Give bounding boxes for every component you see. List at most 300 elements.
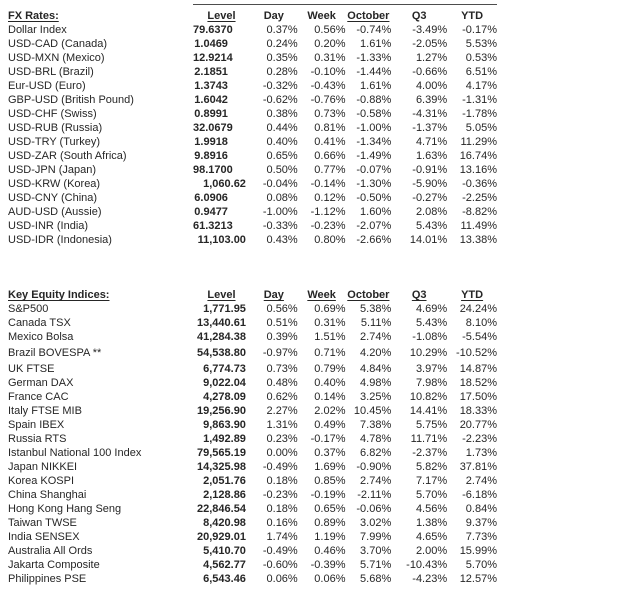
day-cell: 0.73% (266, 363, 298, 375)
week-cell: -0.10% (310, 66, 346, 78)
row-label: Jakarta Composite (8, 559, 100, 571)
q3-cell: -4.23% (412, 573, 448, 585)
october-cell: 5.71% (360, 559, 392, 571)
week-cell: 0.77% (314, 164, 346, 176)
table-row (8, 219, 497, 233)
week-cell: 0.81% (314, 122, 346, 134)
row-label: Dollar Index (8, 24, 67, 36)
ytd-cell: 0.84% (465, 503, 497, 515)
week-cell: 0.41% (314, 136, 346, 148)
level-cell: 14,325.98 (197, 461, 246, 473)
table-row (8, 233, 497, 247)
column-header-q3: Q3 (411, 289, 427, 301)
october-cell: -0.50% (356, 192, 392, 204)
ytd-cell: 15.99% (459, 545, 497, 557)
q3-cell: -0.27% (412, 192, 448, 204)
ytd-cell: 11.49% (460, 220, 497, 232)
october-cell: 5.68% (360, 573, 392, 585)
ytd-cell: 0.53% (465, 52, 497, 64)
day-cell: 0.44% (266, 122, 298, 134)
ytd-cell: 16.74% (459, 150, 497, 162)
ytd-cell: -5.54% (462, 331, 497, 343)
row-label: USD-RUB (Russia) (8, 122, 103, 134)
column-header-day: Day (250, 5, 298, 24)
table-row (8, 344, 497, 360)
table-row (8, 446, 497, 460)
ytd-cell: -2.23% (462, 433, 497, 445)
row-label: GBP-USD (British Pound) (8, 94, 134, 106)
q3-cell: 1.27% (415, 52, 448, 64)
level-cell: 41,284.38 (197, 331, 246, 343)
table-row (8, 316, 497, 330)
day-cell: 0.28% (266, 66, 298, 78)
week-cell: 0.12% (314, 192, 346, 204)
table-row (8, 135, 497, 149)
week-cell: -0.23% (310, 220, 346, 232)
day-cell: 0.24% (266, 38, 298, 50)
row-label: USD-KRW (Korea) (8, 178, 101, 190)
row-label: Canada TSX (8, 317, 71, 329)
day-cell: 0.16% (266, 517, 298, 529)
table-row (8, 149, 497, 163)
level-cell: 2,128.86 (203, 489, 246, 501)
level-cell: 1.6042 (194, 94, 228, 106)
ytd-cell: 5.70% (465, 559, 497, 571)
level-cell: 19,256.90 (197, 405, 246, 417)
q3-cell: -0.66% (412, 66, 448, 78)
day-cell: 0.38% (266, 108, 298, 120)
table-row (8, 460, 497, 474)
level-cell: 54,538.80 (197, 347, 246, 359)
row-label: Italy FTSE MIB (8, 405, 82, 417)
level-cell: 1.0469 (194, 38, 228, 50)
q3-cell: 7.98% (415, 377, 448, 389)
column-header-october: October (347, 289, 390, 301)
table-row (8, 79, 497, 93)
october-cell: 4.98% (360, 377, 392, 389)
row-label: USD-JPN (Japan) (8, 164, 97, 176)
day-cell: 0.18% (266, 503, 298, 515)
table-row (8, 418, 497, 432)
row-label: Japan NIKKEI (8, 461, 78, 473)
ytd-cell: 7.73% (465, 531, 497, 543)
q3-cell: -10.43% (406, 559, 448, 571)
row-label: China Shanghai (8, 489, 87, 501)
day-cell: 0.62% (266, 391, 298, 403)
level-cell: 0.9477 (194, 206, 228, 218)
october-cell: 4.84% (360, 363, 392, 375)
q3-cell: 3.97% (415, 363, 448, 375)
q3-cell: -5.90% (412, 178, 448, 190)
column-header-october: October (346, 5, 392, 24)
ytd-cell: 17.50% (459, 391, 497, 403)
row-label: Brazil BOVESPA ** (8, 347, 102, 359)
level-cell: 1,492.89 (203, 433, 246, 445)
week-cell: 0.65% (314, 503, 346, 515)
table-row (8, 376, 497, 390)
q3-cell: -4.31% (412, 108, 448, 120)
october-cell: 6.82% (360, 447, 392, 459)
table-row (8, 163, 497, 177)
q3-cell: 5.82% (415, 461, 448, 473)
column-header-level: Level (193, 5, 250, 24)
week-cell: 0.31% (314, 52, 346, 64)
ytd-cell: 2.74% (465, 475, 497, 487)
row-label: USD-CNY (China) (8, 192, 98, 204)
ytd-cell: 13.16% (459, 164, 497, 176)
q3-cell: 10.82% (409, 391, 448, 403)
level-cell: 2,051.76 (203, 475, 246, 487)
day-cell: 0.51% (266, 317, 298, 329)
day-cell: -0.62% (262, 94, 298, 106)
october-cell: 1.61% (360, 80, 392, 92)
q3-cell: 5.43% (415, 317, 448, 329)
week-cell: 0.37% (314, 447, 346, 459)
table-row (8, 558, 497, 572)
table-row (8, 23, 497, 37)
day-cell: 0.37% (266, 24, 298, 36)
day-cell: -0.23% (262, 489, 298, 501)
october-cell: -1.34% (356, 136, 392, 148)
week-cell: 0.66% (314, 150, 346, 162)
row-label: USD-CAD (Canada) (8, 38, 108, 50)
q3-cell: 10.29% (409, 347, 448, 359)
october-cell: -0.74% (356, 24, 392, 36)
q3-cell: 5.75% (415, 419, 448, 431)
ytd-cell: 11.29% (460, 136, 497, 148)
october-cell: -1.49% (356, 150, 392, 162)
week-cell: 0.46% (314, 545, 346, 557)
q3-cell: 4.56% (415, 503, 448, 515)
day-cell: -0.32% (262, 80, 298, 92)
day-cell: 1.74% (266, 531, 298, 543)
week-cell: 1.69% (314, 461, 346, 473)
table-row (8, 93, 497, 107)
level-cell: 4,278.09 (203, 391, 246, 403)
level-cell: 5,410.70 (203, 545, 246, 557)
week-cell: 1.51% (314, 331, 346, 343)
table-row (8, 502, 497, 516)
day-cell: 0.56% (266, 303, 298, 315)
week-cell: -0.14% (310, 178, 346, 190)
q3-cell: 2.00% (415, 545, 448, 557)
level-cell: 98.1700 (193, 164, 233, 176)
row-label: India SENSEX (8, 531, 80, 543)
row-label: S&P500 (8, 303, 49, 315)
header-row (8, 284, 497, 302)
q3-cell: 2.08% (415, 206, 448, 218)
ytd-cell: 9.37% (465, 517, 497, 529)
table-row (8, 191, 497, 205)
october-cell: -1.00% (356, 122, 392, 134)
q3-cell: -1.37% (412, 122, 448, 134)
week-cell: 0.73% (314, 108, 346, 120)
ytd-cell: 18.33% (459, 405, 497, 417)
week-cell: -0.76% (310, 94, 346, 106)
week-cell: 0.06% (314, 573, 346, 585)
equity-table-title: Key Equity Indices: (8, 289, 110, 301)
week-cell: 0.56% (314, 24, 346, 36)
ytd-cell: -8.82% (462, 206, 497, 218)
q3-cell: -0.91% (412, 164, 448, 176)
column-header-day: Day (263, 289, 284, 301)
row-label: AUD-USD (Aussie) (8, 206, 102, 218)
week-cell: 0.89% (314, 517, 346, 529)
ytd-cell: -2.25% (462, 192, 497, 204)
q3-cell: 4.00% (415, 80, 448, 92)
row-label: Australia All Ords (8, 545, 93, 557)
row-label: Hong Kong Hang Seng (8, 503, 122, 515)
day-cell: 0.23% (266, 433, 298, 445)
ytd-cell: 20.77% (459, 419, 497, 431)
q3-cell: -3.49% (412, 24, 448, 36)
q3-cell: -2.05% (412, 38, 448, 50)
q3-cell: 7.17% (415, 475, 448, 487)
row-label: USD-MXN (Mexico) (8, 52, 105, 64)
day-cell: -0.49% (262, 461, 298, 473)
ytd-cell: 12.57% (459, 573, 497, 585)
level-cell: 1.9918 (194, 136, 228, 148)
table-row (8, 65, 497, 79)
level-cell: 6,543.46 (203, 573, 246, 585)
october-cell: -1.33% (356, 52, 392, 64)
week-cell: 0.40% (314, 377, 346, 389)
column-header-ytd: YTD (447, 5, 497, 24)
table-row (8, 474, 497, 488)
october-cell: -0.07% (356, 164, 392, 176)
day-cell: 0.00% (266, 447, 298, 459)
week-cell: -0.43% (310, 80, 346, 92)
week-cell: 0.85% (314, 475, 346, 487)
q3-cell: 6.39% (415, 94, 448, 106)
october-cell: -0.90% (356, 461, 392, 473)
level-cell: 2.1851 (194, 66, 228, 78)
level-cell: 12.9214 (193, 52, 233, 64)
day-cell: 0.08% (266, 192, 298, 204)
q3-cell: 5.43% (415, 220, 448, 232)
table-row (8, 390, 497, 404)
level-cell: 22,846.54 (197, 503, 246, 515)
column-header-q3: Q3 (391, 5, 447, 24)
ytd-cell: 24.24% (459, 303, 497, 315)
day-cell: 0.40% (266, 136, 298, 148)
october-cell: -1.44% (356, 66, 392, 78)
day-cell: 1.31% (266, 419, 298, 431)
row-label: Philippines PSE (8, 573, 87, 585)
week-cell: -0.17% (310, 433, 346, 445)
table-row (8, 177, 497, 191)
ytd-cell: 1.73% (465, 447, 497, 459)
ytd-cell: -6.18% (462, 489, 497, 501)
day-cell: -0.97% (262, 347, 298, 359)
level-cell: 6.0906 (194, 192, 228, 204)
october-cell: 1.61% (360, 38, 392, 50)
equity-indices-table (8, 284, 497, 586)
row-label: UK FTSE (8, 363, 55, 375)
ytd-cell: 5.53% (465, 38, 497, 50)
fx-table-title: FX Rates: (8, 10, 59, 22)
level-cell: 4,562.77 (203, 559, 246, 571)
q3-cell: 4.69% (415, 303, 448, 315)
column-header-week: Week (298, 5, 346, 24)
q3-cell: 1.63% (415, 150, 448, 162)
q3-cell: 5.70% (415, 489, 448, 501)
row-label: USD-INR (India) (8, 220, 89, 232)
row-label: Mexico Bolsa (8, 331, 74, 343)
table-row (8, 330, 497, 344)
october-cell: -1.30% (356, 178, 392, 190)
row-label: Eur-USD (Euro) (8, 80, 86, 92)
table-row (8, 432, 497, 446)
october-cell: 1.60% (360, 206, 392, 218)
week-cell: 0.79% (314, 363, 346, 375)
october-cell: -0.06% (356, 503, 392, 515)
q3-cell: -2.37% (412, 447, 448, 459)
day-cell: -0.33% (262, 220, 298, 232)
october-cell: 2.74% (360, 475, 392, 487)
q3-cell: -1.08% (412, 331, 448, 343)
ytd-cell: 13.38% (459, 234, 497, 246)
row-label: Istanbul National 100 Index (8, 447, 142, 459)
ytd-cell: -1.31% (462, 94, 497, 106)
week-cell: -0.39% (310, 559, 346, 571)
october-cell: 3.25% (360, 391, 392, 403)
ytd-cell: -0.17% (462, 24, 497, 36)
october-cell: 5.11% (360, 317, 392, 329)
column-header-level: Level (207, 289, 236, 301)
table-row (8, 121, 497, 135)
level-cell: 9.8916 (194, 150, 228, 162)
row-label: USD-CHF (Swiss) (8, 108, 97, 120)
october-cell: -0.58% (356, 108, 392, 120)
row-label: Russia RTS (8, 433, 67, 445)
ytd-cell: -1.78% (462, 108, 497, 120)
day-cell: 0.48% (266, 377, 298, 389)
ytd-cell: 18.52% (459, 377, 497, 389)
october-cell: 2.74% (360, 331, 392, 343)
ytd-cell: 37.81% (459, 461, 497, 473)
october-cell: 4.78% (360, 433, 392, 445)
row-label: USD-BRL (Brazil) (8, 66, 94, 78)
day-cell: 0.39% (266, 331, 298, 343)
level-cell: 79,565.19 (197, 447, 246, 459)
row-label: Taiwan TWSE (8, 517, 77, 529)
row-label: France CAC (8, 391, 69, 403)
ytd-cell: 14.87% (459, 363, 497, 375)
week-cell: -1.12% (310, 206, 346, 218)
day-cell: -0.49% (262, 545, 298, 557)
level-cell: 11,103.00 (197, 234, 246, 246)
row-label: USD-IDR (Indonesia) (8, 234, 112, 246)
table-row (8, 516, 497, 530)
october-cell: 3.70% (360, 545, 392, 557)
level-cell: 8,420.98 (203, 517, 246, 529)
day-cell: 0.50% (266, 164, 298, 176)
level-cell: 9,863.90 (203, 419, 246, 431)
ytd-cell: -10.52% (456, 347, 497, 359)
ytd-cell: 8.10% (465, 317, 497, 329)
day-cell: 0.06% (266, 573, 298, 585)
ytd-cell: 6.51% (465, 66, 497, 78)
october-cell: 4.20% (360, 347, 392, 359)
table-row (8, 205, 497, 219)
october-cell: 10.45% (353, 405, 392, 417)
october-cell: 3.02% (360, 517, 392, 529)
week-cell: 2.02% (314, 405, 346, 417)
table-row (8, 544, 497, 558)
week-cell: -0.19% (310, 489, 346, 501)
level-cell: 20,929.01 (197, 531, 246, 543)
table-row (8, 404, 497, 418)
week-cell: 0.14% (314, 391, 346, 403)
level-cell: 61.3213 (193, 220, 233, 232)
table-row (8, 572, 497, 586)
table-row (8, 51, 497, 65)
week-cell: 0.49% (314, 419, 346, 431)
ytd-cell: 5.05% (465, 122, 497, 134)
week-cell: 0.80% (314, 234, 346, 246)
week-cell: 0.31% (314, 317, 346, 329)
level-cell: 1,060.62 (203, 178, 246, 190)
q3-cell: 1.38% (415, 517, 448, 529)
october-cell: -2.07% (356, 220, 392, 232)
day-cell: 2.27% (266, 405, 298, 417)
row-label: USD-ZAR (South Africa) (8, 150, 127, 162)
table-row (8, 360, 497, 376)
row-label: USD-TRY (Turkey) (8, 136, 101, 148)
q3-cell: 4.65% (415, 531, 448, 543)
october-cell: 7.99% (360, 531, 392, 543)
day-cell: 0.65% (266, 150, 298, 162)
october-cell: 7.38% (360, 419, 392, 431)
october-cell: -0.88% (356, 94, 392, 106)
week-cell: 0.69% (314, 303, 346, 315)
q3-cell: 11.71% (410, 433, 448, 445)
day-cell: 0.18% (266, 475, 298, 487)
row-label: Korea KOSPI (8, 475, 75, 487)
column-header-ytd: YTD (461, 289, 484, 301)
table-row (8, 488, 497, 502)
row-label: Spain IBEX (8, 419, 65, 431)
header-row (8, 5, 497, 24)
table-row (8, 107, 497, 121)
table-row (8, 37, 497, 51)
level-cell: 13,440.61 (197, 317, 246, 329)
ytd-cell: -0.36% (462, 178, 497, 190)
q3-cell: 14.01% (409, 234, 448, 246)
level-cell: 1.3743 (194, 80, 228, 92)
table-row (8, 302, 497, 316)
day-cell: 0.35% (266, 52, 298, 64)
level-cell: 9,022.04 (203, 377, 246, 389)
table-row (8, 530, 497, 544)
week-cell: 0.20% (314, 38, 346, 50)
level-cell: 6,774.73 (203, 363, 246, 375)
column-header-week: Week (307, 289, 336, 301)
day-cell: -1.00% (262, 206, 298, 218)
day-cell: 0.43% (266, 234, 298, 246)
level-cell: 0.8991 (194, 108, 228, 120)
row-label: German DAX (8, 377, 74, 389)
ytd-cell: 4.17% (465, 80, 497, 92)
day-cell: -0.60% (262, 559, 298, 571)
q3-cell: 14.41% (409, 405, 448, 417)
fx-rates-table (8, 4, 497, 247)
q3-cell: 4.71% (415, 136, 448, 148)
level-cell: 79.6370 (193, 24, 233, 36)
week-cell: 0.71% (314, 347, 346, 359)
level-cell: 1,771.95 (203, 303, 246, 315)
